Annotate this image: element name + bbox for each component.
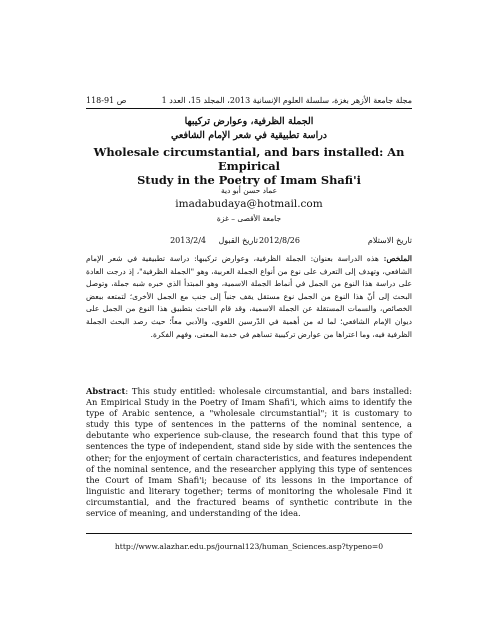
arabic-abstract-heading: الملخص: xyxy=(383,254,412,263)
author-name: عماد حسن أبو دية xyxy=(220,186,278,195)
header-divider xyxy=(86,108,412,109)
accepted-date-label: تاريخ القبول xyxy=(218,236,258,245)
footer-url-link[interactable]: http://www.alazhar.edu.ps/journal123/human_Sciences.asp?typeno=0 xyxy=(114,542,384,551)
english-abstract-heading: Abstract xyxy=(86,386,126,396)
arabic-title-main: الجملة الظرفية، وعوارض تركيبها xyxy=(184,116,314,127)
arabic-title-subtitle: دراسة تطبيقية في شعر الإمام الشافعي xyxy=(170,130,328,141)
arabic-abstract-body: هذه الدراسة بعنوان: الجملة الظرفية، وعوارض تركيبها: دراسة تطبيقية في شعر الإمام الشافعي، وتهدف إلى التعرف على نوع من أنواع الجملة العربية، وهو "الجملة الظرفية"، إذ درجت العادة على دراسة هذا النوع من الجمل في أنماط الجملة الاسمية، وهو المبتدأ الذي خبره شبه جملة، وتوصل البحث إلى أنّ هذا النوع من الجمل نوع مستقل يقف جنباً إلى جنب مع الجمل الأخرى؛ لتمتعه ببعض الخصائص، والسمات المستقلة عن الجملة الاسمية، وقد قام الباحث بتطبيق هذا النوع من الجمل على ديوان الإمام الشافعي؛ لما له من أهمية في الدّرسين اللغوي، والأدبي معاً؛ حيث رصد البحث الجملة الظرفية فيه، وما اعتراها من عوارض تركيبية تساهم في خدمة المعنى، وفهم الفكرة. xyxy=(86,254,412,339)
footer-divider xyxy=(86,533,412,534)
english-abstract xyxy=(86,386,412,519)
author-affiliation: جامعة الأقصى – غزة xyxy=(216,214,282,223)
received-date-label: تاريخ الاستلام xyxy=(367,236,412,245)
journal-citation: مجلة جامعة الأزهر بغزة، سلسلة العلوم الإنسانية 2013، المجلد 15، العدد 1 xyxy=(161,96,412,105)
accepted-date: 2013/2/4 xyxy=(170,236,206,245)
page-range: ص 91-118 xyxy=(86,96,127,105)
received-date: 2012/8/26 xyxy=(258,236,300,245)
arabic-abstract xyxy=(86,253,412,341)
english-abstract-body: : This study entitled: wholesale circumstantial, and bars installed: An Empirical Study in the Poetry of Imam Shafi'i, which aims to identify the type of Arabic sentence, a "wholesale circumstantial"; it is customary to study this type of sentences in the patterns of the nominal sentence, a debutante who experience sub-clause, the research found that this type of sentences the type of independent, stand side by side with the sentences the other; for the enjoyment of certain characteristics, and features independent of the nominal sentence, and the researcher applying this type of sentences the Court of Imam Shafi'i; because of its lessons in the importance of linguistic and literary together; terms of monitoring the wholesale Find it circumstantial, and the fractured beams of synthetic contribute in the service of meaning, and understanding of the idea. xyxy=(86,386,412,519)
english-title xyxy=(86,145,412,187)
english-title-line-1: Wholesale circumstantial, and bars installed: An Empirical xyxy=(93,145,405,173)
english-title-line-2: Study in the Poetry of Imam Shafi'i xyxy=(137,173,361,187)
author-email: imadabudaya@hotmail.com xyxy=(175,198,323,210)
submission-dates xyxy=(86,236,412,248)
